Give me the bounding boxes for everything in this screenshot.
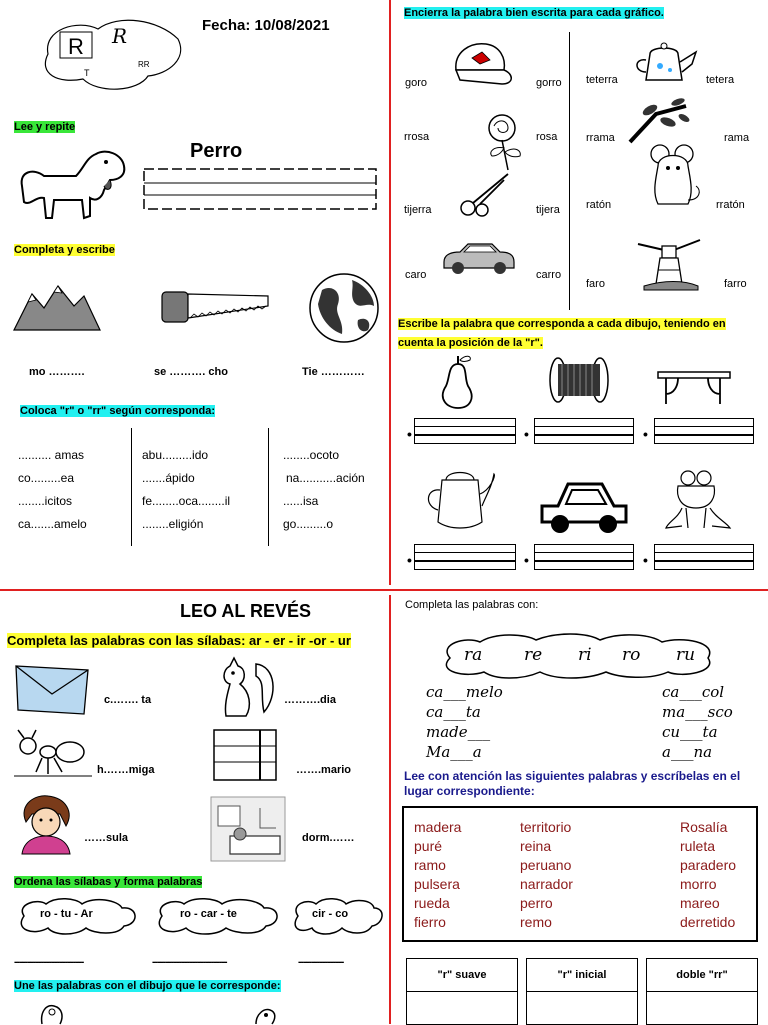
word-item: paradero — [680, 857, 737, 873]
completa-word: ca___ta — [426, 703, 481, 721]
lighthouse-icon — [634, 236, 704, 292]
completa-left-words — [426, 682, 503, 762]
word-col-3 — [680, 818, 736, 932]
coloca-item: abu.........ido — [142, 448, 209, 462]
word-item: narrador — [520, 876, 573, 892]
table-cell[interactable] — [407, 992, 518, 1025]
syllable-ra: ra — [464, 645, 483, 665]
coloca-item: .......ápido — [142, 471, 195, 485]
completa-word: ca___melo — [426, 683, 503, 701]
ant-icon — [14, 728, 92, 780]
completa-word: Ma___a — [426, 743, 482, 761]
syllable-ri: ri — [578, 645, 592, 665]
silaba-item-2: ……….dia — [284, 694, 336, 706]
encierra-l-1a[interactable]: goro — [405, 77, 428, 89]
syllable-ru: ru — [676, 645, 696, 665]
word-item: peruano — [520, 857, 572, 873]
encierra-r-2b[interactable]: rama — [724, 132, 750, 144]
une-drawing-1-icon — [36, 1002, 66, 1024]
teapot-icon — [632, 40, 702, 86]
heading-escribe-line1: Escribe la palabra que corresponda a cada dibujo, teniendo en — [398, 318, 726, 330]
table-gap — [518, 992, 527, 1025]
encierra-r-3a[interactable]: ratón — [586, 199, 612, 211]
word-item: rueda — [414, 895, 450, 911]
encierra-r-2a[interactable]: rrama — [586, 132, 615, 144]
completa-word: ca___col — [662, 683, 725, 701]
title-leo-al-reves: LEO AL REVÉS — [180, 601, 312, 621]
write-bullet: • — [407, 426, 412, 442]
word-item: mareo — [680, 895, 720, 911]
heading-lee-repite: Lee y repite — [14, 121, 76, 133]
coloca-divider-2 — [268, 428, 269, 546]
table-gap — [518, 959, 527, 992]
heading-coloca: Coloca "r" o "rr" según corresponda: — [20, 405, 216, 417]
table-gap — [638, 992, 647, 1025]
word-item: remo — [520, 914, 552, 930]
heading-completa-con: Completa las palabras con: — [405, 599, 539, 611]
write-line-5[interactable] — [534, 544, 634, 570]
logo-letter-r1: R — [68, 34, 84, 59]
cloud-text-3: cir - co — [312, 908, 349, 920]
word-item: derretido — [680, 914, 736, 930]
coloca-col3 — [283, 444, 365, 536]
write-line-3[interactable] — [654, 418, 754, 444]
silaba-item-4: …….mario — [296, 764, 352, 776]
squirrel-icon — [216, 656, 278, 720]
mountains-icon — [14, 282, 100, 334]
table-cell[interactable] — [647, 992, 758, 1025]
coloca-item: ........eligión — [142, 517, 204, 531]
write-bullet: • — [524, 426, 529, 442]
girl-icon — [14, 794, 78, 854]
encierra-divider — [569, 32, 570, 310]
logo-letter-rr: RR — [138, 60, 150, 69]
write-bullet: • — [643, 552, 648, 568]
vertical-divider-bottom — [389, 595, 391, 1024]
heading-une: Une las palabras con el dibujo que le corresponde: — [14, 980, 281, 992]
coloca-item: .......... amas — [18, 448, 85, 462]
coloca-item: go.........o — [283, 517, 334, 531]
silaba-item-3: h.……miga — [97, 764, 155, 776]
coloca-item: co.........ea — [18, 471, 75, 485]
encierra-r-4a[interactable]: faro — [586, 278, 605, 290]
word-box — [402, 806, 758, 942]
word-item: morro — [680, 876, 717, 892]
shelf-icon — [656, 366, 732, 406]
date-label: Fecha: 10/08/2021 — [202, 17, 330, 34]
completa-word: ma___sco — [662, 703, 733, 721]
table-header-doble-rr: doble "rr" — [647, 959, 758, 992]
encierra-l-2b[interactable]: rosa — [536, 131, 558, 143]
heading-escribe-line2: cuenta la posición de la "r". — [398, 337, 543, 349]
heading-lee-atencion-line1: Lee con atención las siguientes palabras y escríbelas en el — [404, 769, 741, 783]
scissors-icon — [458, 170, 514, 216]
cloud-text-2: ro - car - te — [180, 908, 237, 920]
word-col-2 — [520, 818, 573, 932]
coloca-item: ........ocoto — [283, 448, 340, 462]
completa-word: made___ — [426, 723, 491, 741]
car-icon — [440, 240, 516, 276]
frog-icon — [664, 468, 732, 532]
logo-letter-r2: R — [112, 24, 128, 48]
completa-word: a___na — [662, 743, 713, 761]
answer-line-3[interactable]: ----------------- — [298, 956, 344, 968]
syllable-re: re — [524, 645, 543, 665]
branch-icon — [626, 96, 690, 146]
answer-line-1[interactable]: -------------------------- — [14, 956, 84, 968]
silaba-item-5: ……sula — [84, 832, 129, 844]
write-line-2[interactable] — [534, 418, 634, 444]
vertical-divider-top — [389, 0, 391, 585]
encierra-l-3a[interactable]: tijerra — [404, 204, 432, 216]
table-header-r-inicial: "r" inicial — [527, 959, 638, 992]
word-item: ramo — [414, 857, 446, 873]
word-item: territorio — [520, 819, 572, 835]
word-col-1 — [414, 818, 461, 932]
write-line-4[interactable] — [414, 544, 516, 570]
writing-guide-perro — [140, 165, 380, 213]
word-item: madera — [414, 819, 462, 835]
write-bullet: • — [643, 426, 648, 442]
silaba-item-6: dorm.…… — [302, 832, 355, 844]
coloca-item: ......isa — [283, 494, 319, 508]
write-bullet: • — [407, 552, 412, 568]
une-drawing-2-icon — [252, 1006, 278, 1024]
word-item: ruleta — [680, 838, 716, 854]
wardrobe-icon — [212, 728, 278, 782]
coloca-divider-1 — [131, 428, 132, 546]
encierra-l-4a[interactable]: caro — [405, 269, 427, 281]
heading-lee-atencion-line2: lugar correspondiente: — [404, 784, 535, 798]
encierra-r-1a[interactable]: teterra — [586, 74, 618, 86]
word-item: puré — [414, 838, 443, 854]
mouse-icon — [644, 142, 704, 212]
encierra-l-4b[interactable]: carro — [536, 269, 562, 281]
completa-right-words — [662, 682, 733, 762]
coloca-item: na...........ación — [286, 471, 365, 485]
completa-item-2: se ………. cho — [154, 366, 228, 378]
globe-icon — [308, 272, 380, 344]
heading-lee-atencion — [404, 769, 740, 799]
encierra-l-1b[interactable]: gorro — [536, 77, 562, 89]
horizontal-divider — [0, 589, 768, 591]
rose-icon — [480, 112, 528, 172]
word-perro: Perro — [190, 140, 243, 162]
coloca-item: fe........oca........il — [142, 494, 231, 508]
heading-completa-escribe: Completa y escribe — [14, 244, 115, 256]
encierra-r-4b[interactable]: farro — [724, 278, 747, 290]
word-item: perro — [520, 895, 553, 911]
coloca-col2 — [142, 444, 230, 536]
car-outline-icon — [538, 476, 630, 536]
sleeping-icon — [210, 796, 286, 862]
encierra-l-3b[interactable]: tijera — [536, 204, 560, 216]
completa-item-1: mo ………. — [29, 366, 85, 378]
cloud-text-1: ro - tu - Ar — [40, 908, 93, 920]
heading-ordena: Ordena las sílabas y forma palabras — [14, 876, 203, 888]
word-item: reina — [520, 838, 552, 854]
table-header-r-suave: "r" suave — [407, 959, 518, 992]
coloca-col1 — [18, 444, 87, 536]
syllable-ro: ro — [622, 645, 641, 665]
write-bullet: • — [524, 552, 529, 568]
write-line-1[interactable] — [414, 418, 516, 444]
heading-encierra: Encierra la palabra bien escrita para cada gráfico. — [404, 7, 664, 19]
spool-icon — [548, 356, 610, 404]
table-cell[interactable] — [527, 992, 638, 1025]
teapot-outline-icon — [424, 466, 498, 532]
completa-word: cu___ta — [662, 723, 718, 741]
completa-item-3: Tie ………… — [302, 366, 365, 378]
pear-icon — [438, 352, 476, 410]
cap-icon — [450, 40, 516, 90]
dog-icon — [14, 146, 126, 224]
coloca-item: ........icitos — [18, 494, 73, 508]
answer-line-2[interactable]: ---------------------------- — [152, 956, 227, 968]
heading-completa-silabas: Completa las palabras con las sílabas: ar - er - ir -or - ur — [7, 633, 351, 648]
write-line-6[interactable] — [654, 544, 754, 570]
silaba-item-1: c.……. ta — [104, 694, 152, 706]
heading-escribe — [398, 315, 726, 353]
word-item: pulsera — [414, 876, 460, 892]
encierra-l-2a[interactable]: rrosa — [404, 131, 430, 143]
classification-table — [406, 958, 758, 1025]
encierra-r-3b[interactable]: rratón — [716, 199, 745, 211]
word-item: Rosalía — [680, 819, 728, 835]
logo-letter-t: T — [84, 68, 90, 78]
envelope-icon — [14, 664, 90, 716]
coloca-item: ca.......amelo — [18, 517, 87, 531]
table-gap — [638, 959, 647, 992]
encierra-r-1b[interactable]: tetera — [706, 74, 735, 86]
saw-icon — [160, 286, 270, 328]
word-item: fierro — [414, 914, 446, 930]
